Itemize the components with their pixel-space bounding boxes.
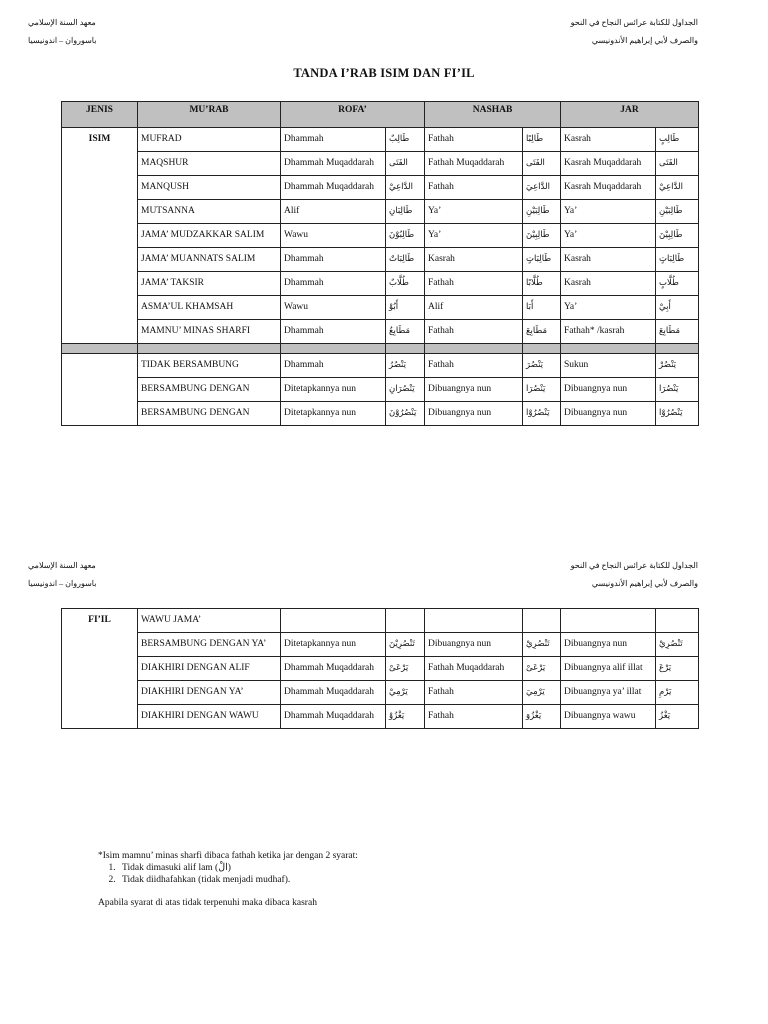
table-row	[62, 128, 699, 152]
header-right	[571, 18, 698, 46]
jar-cell: Dibuangnya nun	[561, 378, 656, 402]
nashab-cell: Fathah Muqaddarah	[425, 152, 523, 176]
jar-cell: Kasrah Muqaddarah	[561, 176, 656, 200]
jar-arabic-cell: يَنْصُرُوْا	[656, 402, 699, 426]
header-murab: MU’RAB	[138, 102, 281, 128]
nashab-arabic-cell: يَغْزُوَ	[523, 705, 561, 729]
jar-cell: Ya’	[561, 296, 656, 320]
table-row	[62, 272, 699, 296]
jar-arabic-cell: مَطَابِعَ	[656, 320, 699, 344]
note-closing: Apabila syarat di atas tidak terpenuhi maka dibaca kasrah	[98, 898, 317, 908]
nashab-cell: Dibuangnya nun	[425, 378, 523, 402]
empty-cell	[656, 609, 699, 633]
jenis-fiil: FI’IL	[62, 609, 138, 729]
rofa-arabic-cell: يَنْصُرَانِ	[386, 378, 425, 402]
rofa-arabic-cell: طَالِبُوْنَ	[386, 224, 425, 248]
nashab-cell: Fathah	[425, 272, 523, 296]
jar-cell: Fathah* /kasrah	[561, 320, 656, 344]
murab-cell: BERSAMBUNG DENGAN	[138, 402, 281, 426]
rofa-cell: Dhammah Muqaddarah	[281, 152, 386, 176]
nashab-arabic-cell: طَالِبِيْنَ	[523, 224, 561, 248]
murab-cell: JAMA’ TAKSIR	[138, 272, 281, 296]
nashab-cell: Fathah	[425, 354, 523, 378]
rofa-cell: Ditetapkannya nun	[281, 402, 386, 426]
empty-cell	[281, 609, 386, 633]
header-nashab: NASHAB	[425, 102, 561, 128]
murab-cell: BERSAMBUNG DENGAN	[138, 378, 281, 402]
table-row	[62, 320, 699, 344]
section-separator	[62, 344, 699, 354]
murab-cell: BERSAMBUNG DENGAN YA’	[138, 633, 281, 657]
nashab-cell: Fathah	[425, 320, 523, 344]
rofa-cell: Wawu	[281, 296, 386, 320]
empty-cell	[561, 609, 656, 633]
nashab-cell: Fathah	[425, 176, 523, 200]
jar-arabic-cell: يَرْمِ	[656, 681, 699, 705]
murab-cell: TIDAK BERSAMBUNG	[138, 354, 281, 378]
header-right-line2: والصرف لأبي إبراهيم الأندونيسي	[591, 36, 698, 45]
nashab-cell: Kasrah	[425, 248, 523, 272]
table-row	[62, 609, 699, 633]
nashab-arabic-cell: أَبَا	[523, 296, 561, 320]
nashab-cell: Fathah	[425, 705, 523, 729]
nashab-cell: Alif	[425, 296, 523, 320]
header-left	[28, 18, 96, 46]
rofa-cell: Dhammah	[281, 128, 386, 152]
murab-cell: MAMNU’ MINAS SHARFI	[138, 320, 281, 344]
rofa-arabic-cell: يَرْعَىْ	[386, 657, 425, 681]
nashab-arabic-cell: يَرْمِيَ	[523, 681, 561, 705]
murab-cell: MANQUSH	[138, 176, 281, 200]
jar-cell: Kasrah	[561, 128, 656, 152]
jar-arabic-cell: الدَّاعِيْ	[656, 176, 699, 200]
note-item: 1. Tidak dimasuki alif lam (الْ)	[118, 862, 358, 874]
header-jenis: JENIS	[62, 102, 138, 128]
header-left-line1: معهد السنة الإسلامي	[28, 561, 96, 570]
header-left-page2	[28, 561, 96, 589]
rofa-cell: Wawu	[281, 224, 386, 248]
header-left-line2: باسوروان – اندونيسيا	[28, 579, 97, 588]
rofa-cell: Dhammah Muqaddarah	[281, 681, 386, 705]
rofa-arabic-cell: الفَتَى	[386, 152, 425, 176]
jenis-isim: ISIM	[62, 128, 138, 344]
fiil-section-top	[62, 354, 699, 426]
table-row	[62, 176, 699, 200]
header-rofa: ROFA’	[281, 102, 425, 128]
nashab-cell: Dibuangnya nun	[425, 633, 523, 657]
jar-arabic-cell: طَالِبَاتٍ	[656, 248, 699, 272]
note-list	[98, 862, 358, 886]
nashab-arabic-cell: طُلَّابًا	[523, 272, 561, 296]
jar-cell: Dibuangnya nun	[561, 633, 656, 657]
rofa-cell: Dhammah	[281, 272, 386, 296]
rofa-arabic-cell: يَرْمِيْ	[386, 681, 425, 705]
nashab-arabic-cell: تَنْصُرِيْ	[523, 633, 561, 657]
table-row	[62, 248, 699, 272]
jar-cell: Ya’	[561, 200, 656, 224]
rofa-cell: Ditetapkannya nun	[281, 378, 386, 402]
jar-arabic-cell: طَالِبٍ	[656, 128, 699, 152]
header-right-page2	[571, 561, 698, 589]
jar-cell: Kasrah Muqaddarah	[561, 152, 656, 176]
rofa-arabic-cell: طُلَّابٌ	[386, 272, 425, 296]
rofa-arabic-cell: طَالِبٌ	[386, 128, 425, 152]
jar-arabic-cell: طَالِبِيْنَ	[656, 224, 699, 248]
header-left-line2: باسوروان – اندونيسيا	[28, 36, 97, 45]
fiil-section-bottom	[62, 609, 699, 729]
note-intro: *Isim mamnu’ minas sharfi dibaca fathah ketika jar dengan 2 syarat:	[98, 851, 358, 861]
irab-table-part2	[61, 608, 699, 729]
nashab-arabic-cell: مَطَابِعَ	[523, 320, 561, 344]
table-row	[62, 681, 699, 705]
jenis-empty	[62, 354, 138, 426]
rofa-cell: Dhammah	[281, 354, 386, 378]
table-row	[62, 657, 699, 681]
jar-cell: Kasrah	[561, 248, 656, 272]
irab-table-part1	[61, 101, 699, 426]
jar-arabic-cell: تَنْصُرِيْ	[656, 633, 699, 657]
jar-cell: Dibuangnya ya’ illat	[561, 681, 656, 705]
table-row	[62, 402, 699, 426]
jar-cell: Kasrah	[561, 272, 656, 296]
murab-cell: MUTSANNA	[138, 200, 281, 224]
page-title: TANDA I’RAB ISIM DAN FI’IL	[293, 66, 475, 80]
rofa-arabic-cell: مَطَابِعُ	[386, 320, 425, 344]
murab-cell: MUFRAD	[138, 128, 281, 152]
rofa-cell: Dhammah	[281, 248, 386, 272]
jar-cell: Ya’	[561, 224, 656, 248]
table-row	[62, 354, 699, 378]
nashab-cell: Ya’	[425, 200, 523, 224]
rofa-cell: Dhammah Muqaddarah	[281, 657, 386, 681]
header-right-line1: الجداول للكتابة عرائس النجاح في النحو	[570, 561, 698, 570]
murab-cell: ASMA’UL KHAMSAH	[138, 296, 281, 320]
jar-arabic-cell: يَنْصُرْ	[656, 354, 699, 378]
note-item: 2. Tidak diidhafahkan (tidak menjadi mudhaf).	[118, 874, 358, 886]
rofa-cell: Dhammah Muqaddarah	[281, 176, 386, 200]
isim-section	[62, 128, 699, 344]
jar-arabic-cell: يَرْعَ	[656, 657, 699, 681]
table-header-row	[62, 102, 699, 128]
nashab-cell: Ya’	[425, 224, 523, 248]
header-jar: JAR	[561, 102, 699, 128]
murab-cell: DIAKHIRI DENGAN ALIF	[138, 657, 281, 681]
nashab-arabic-cell: يَنْصُرَ	[523, 354, 561, 378]
nashab-cell: Dibuangnya nun	[425, 402, 523, 426]
jar-cell: Sukun	[561, 354, 656, 378]
murab-cell: JAMA’ MUDZAKKAR SALIM	[138, 224, 281, 248]
nashab-arabic-cell: طَالِبَيْنِ	[523, 200, 561, 224]
header-right-line1: الجداول للكتابة عرائس النجاح في النحو	[570, 18, 698, 27]
rofa-arabic-cell: يَنْصُرُ	[386, 354, 425, 378]
nashab-cell: Fathah Muqaddarah	[425, 657, 523, 681]
rofa-cell: Dhammah	[281, 320, 386, 344]
table-row	[62, 152, 699, 176]
header-right-line2: والصرف لأبي إبراهيم الأندونيسي	[591, 579, 698, 588]
jar-arabic-cell: طَالِبَيْنِ	[656, 200, 699, 224]
murab-cell: JAMA’ MUANNATS SALIM	[138, 248, 281, 272]
nashab-arabic-cell: يَرْعَىْ	[523, 657, 561, 681]
jar-arabic-cell: الفَتَى	[656, 152, 699, 176]
jar-arabic-cell: أَبِيْ	[656, 296, 699, 320]
rofa-cell: Dhammah Muqaddarah	[281, 705, 386, 729]
jar-cell: Dibuangnya alif illat	[561, 657, 656, 681]
header-left-line1: معهد السنة الإسلامي	[28, 18, 96, 27]
nashab-arabic-cell: يَنْصُرَا	[523, 378, 561, 402]
footnotes	[98, 850, 358, 909]
rofa-cell: Alif	[281, 200, 386, 224]
empty-cell	[523, 609, 561, 633]
table-row	[62, 633, 699, 657]
murab-cell: MAQSHUR	[138, 152, 281, 176]
jar-cell: Dibuangnya nun	[561, 402, 656, 426]
nashab-cell: Fathah	[425, 128, 523, 152]
rofa-cell: Ditetapkannya nun	[281, 633, 386, 657]
table-row	[62, 296, 699, 320]
nashab-cell: Fathah	[425, 681, 523, 705]
table-row	[62, 200, 699, 224]
rofa-arabic-cell: تَنْصُرِيْنَ	[386, 633, 425, 657]
nashab-arabic-cell: الدَّاعِيَ	[523, 176, 561, 200]
murab-cell: DIAKHIRI DENGAN YA’	[138, 681, 281, 705]
rofa-arabic-cell: يَنْصُرُوْنَ	[386, 402, 425, 426]
rofa-arabic-cell: الدَّاعِيْ	[386, 176, 425, 200]
murab-cell: DIAKHIRI DENGAN WAWU	[138, 705, 281, 729]
rofa-arabic-cell: طَالِبَانِ	[386, 200, 425, 224]
table-row	[62, 705, 699, 729]
table-row	[62, 224, 699, 248]
nashab-arabic-cell: طَالِبَاتٍ	[523, 248, 561, 272]
jar-arabic-cell: يَغْزُ	[656, 705, 699, 729]
rofa-arabic-cell: أَبُوْ	[386, 296, 425, 320]
empty-cell	[425, 609, 523, 633]
jar-cell: Dibuangnya wawu	[561, 705, 656, 729]
nashab-arabic-cell: طَالِبًا	[523, 128, 561, 152]
table-row	[62, 378, 699, 402]
murab-cell: WAWU JAMA’	[138, 609, 281, 633]
empty-cell	[386, 609, 425, 633]
jar-arabic-cell: يَنْصُرَا	[656, 378, 699, 402]
nashab-arabic-cell: يَنْصُرُوْا	[523, 402, 561, 426]
jar-arabic-cell: طُلَّابٍ	[656, 272, 699, 296]
rofa-arabic-cell: طَالِبَاتٌ	[386, 248, 425, 272]
rofa-arabic-cell: يَغْزُوْ	[386, 705, 425, 729]
nashab-arabic-cell: الفَتَى	[523, 152, 561, 176]
